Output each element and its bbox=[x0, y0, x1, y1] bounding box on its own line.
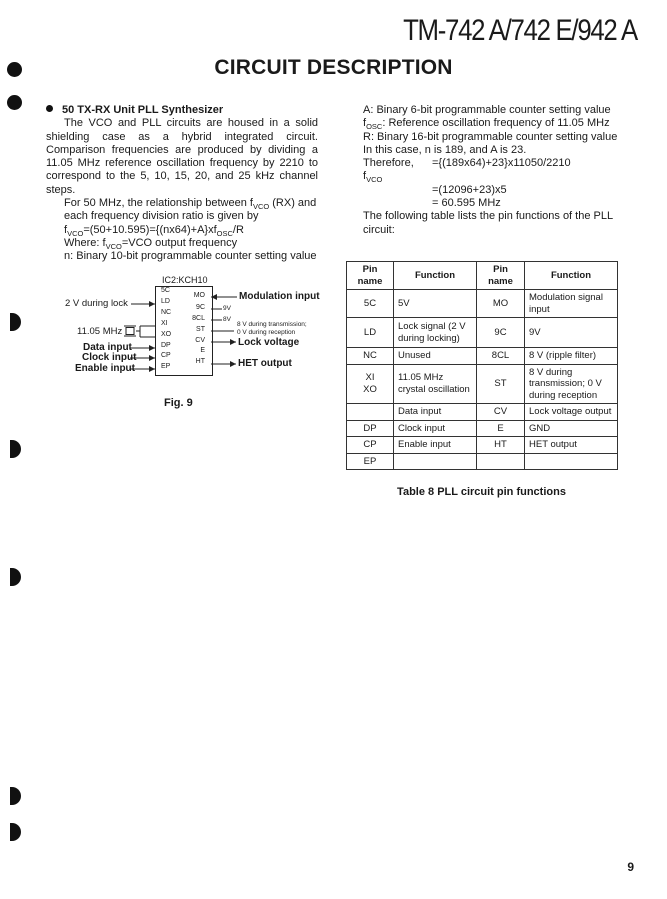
table-cell bbox=[394, 453, 477, 470]
arrow-head-lock bbox=[149, 301, 155, 307]
table-cell: 11.05 MHz crystal oscillation bbox=[394, 364, 477, 404]
table-cell: MO bbox=[477, 290, 525, 318]
paragraph-1: The VCO and PLL circuits are housed in a solid shielding case as a hybrid integrated circuit. Comparison frequencies are produced by dividing a 11.05 MHz reference oscillation frequency by 2210 to correspond to the 5, 10, 15, 20, and 25 kHz channel steps. bbox=[46, 117, 318, 196]
r-definition: R: Binary 16-bit programmable counter setting value bbox=[363, 130, 618, 143]
equation-3: = 60.595 MHz bbox=[432, 197, 501, 210]
table-row bbox=[347, 318, 618, 348]
table-cell: Lock signal (2 V during locking) bbox=[394, 318, 477, 348]
arrow-head-data bbox=[149, 345, 155, 351]
table-cell: LD bbox=[347, 318, 394, 348]
table-cell: 8CL bbox=[477, 348, 525, 365]
ic-pin-label: 5C bbox=[161, 287, 170, 294]
table-cell: Data input bbox=[394, 404, 477, 421]
table-row bbox=[347, 420, 618, 437]
table-cell: NC bbox=[347, 348, 394, 365]
table-intro: The following table lists the pin functions of the PLL circuit: bbox=[363, 210, 613, 236]
table-cell: DP bbox=[347, 420, 394, 437]
table-cell: Clock input bbox=[394, 420, 477, 437]
ic-pin-label: XO bbox=[161, 331, 172, 338]
equation-2: =(12096+23)x5 bbox=[432, 183, 507, 196]
table-row bbox=[347, 453, 618, 470]
table-cell: CV bbox=[477, 404, 525, 421]
table-cell bbox=[525, 453, 618, 470]
table-cell: 8 V (ripple filter) bbox=[525, 348, 618, 365]
ic-pin-label: EP bbox=[161, 363, 171, 370]
arrow-head-enable bbox=[149, 366, 155, 372]
table-cell: 5V bbox=[394, 290, 477, 318]
ic-pin-label: CP bbox=[161, 352, 171, 359]
table-cell: ST bbox=[477, 364, 525, 404]
crystal-symbol bbox=[124, 326, 140, 336]
paragraph-2: For 50 MHz, the relationship between $f_{VCO}$ (RX) and each frequency division ratio is given by bbox=[64, 197, 317, 223]
crystal-label: 11.05 MHz bbox=[77, 326, 123, 337]
table-cell: Modulation signal input bbox=[525, 290, 618, 318]
table-cell: 5C bbox=[347, 290, 394, 318]
table-cell: HT bbox=[477, 437, 525, 454]
header-pin-name: Pin name bbox=[477, 262, 525, 290]
clock-input-label: Clock input bbox=[82, 352, 137, 363]
st-note: 8 V during transmission; 0 V during reception bbox=[237, 321, 307, 336]
table-cell: HET output bbox=[525, 437, 618, 454]
table-cell: 9C bbox=[477, 318, 525, 348]
table-cell-line: XO bbox=[363, 383, 377, 395]
table-caption: Table 8 PLL circuit pin functions bbox=[397, 486, 566, 498]
arrow-head-het bbox=[230, 361, 236, 367]
header-function: Function bbox=[525, 262, 618, 290]
ic-pin-label: 8CL bbox=[192, 315, 205, 322]
het-output-label: HET output bbox=[238, 358, 292, 369]
lock-voltage-label: Lock voltage bbox=[238, 337, 300, 348]
table-cell bbox=[347, 404, 394, 421]
ic-pin-label: LD bbox=[161, 298, 170, 305]
ic-pin-label: DP bbox=[161, 342, 171, 349]
ic-pin-label: NC bbox=[161, 309, 172, 316]
table-cell: 9V bbox=[525, 318, 618, 348]
section-title: CIRCUIT DESCRIPTION bbox=[214, 56, 453, 79]
table-cell bbox=[477, 453, 525, 470]
table-cell: Lock voltage output bbox=[525, 404, 618, 421]
ic-pin-label: HT bbox=[195, 358, 205, 365]
page-number: 9 bbox=[627, 860, 634, 874]
table-cell: 8 V during transmission; 0 V during reception bbox=[525, 364, 618, 404]
subsection-heading: 50 TX-RX Unit PLL Synthesizer bbox=[46, 104, 318, 117]
equation-1: Therefore, $f_{VCO}$ ={(189x64)+23}x11050/2210 bbox=[363, 157, 571, 185]
ic-pin-label: XI bbox=[161, 320, 168, 327]
a-definition: A: Binary 6-bit programmable counter setting value bbox=[363, 104, 611, 116]
header-function: Function bbox=[394, 262, 477, 290]
pin-function-table bbox=[346, 261, 618, 470]
where-definition: Where: $f_{VCO}=VCO$ output frequency bbox=[64, 236, 238, 252]
frequency-formula: $f_{VCO}=(50+10.595)=\{(nx64)+A\}xf_{OSC}/R$ bbox=[64, 223, 244, 238]
case-text: In this case, n is 189, and A is 23. bbox=[363, 143, 527, 156]
ic-pin-label: CV bbox=[195, 337, 205, 344]
arrow-head-lock-voltage bbox=[230, 339, 236, 345]
table-row bbox=[347, 364, 618, 404]
modulation-input-label: Modulation input bbox=[239, 291, 320, 302]
table-cell bbox=[347, 364, 394, 404]
enable-input-label: Enable input bbox=[75, 363, 135, 374]
table-body bbox=[347, 290, 618, 470]
ic-pin-label: ST bbox=[196, 326, 205, 333]
fosc-definition: $f_{OSC}$: Reference oscillation frequency of 11.05 MHz bbox=[363, 117, 610, 132]
ic-pin-label: MO bbox=[193, 292, 205, 299]
table-cell: GND bbox=[525, 420, 618, 437]
header-pin-name: Pin name bbox=[347, 262, 394, 290]
model-header: TM-742 A/742 E/942 A bbox=[403, 14, 637, 47]
ic-pin-label: E bbox=[200, 347, 205, 354]
arrow-head-clock bbox=[149, 355, 155, 361]
table-cell: E bbox=[477, 420, 525, 437]
table-cell: Unused bbox=[394, 348, 477, 365]
arrow-head-modulation bbox=[211, 294, 217, 300]
ic-pin-label: 9C bbox=[196, 304, 205, 311]
table-row bbox=[347, 437, 618, 454]
table-cell: EP bbox=[347, 453, 394, 470]
table-row bbox=[347, 404, 618, 421]
n-definition: n: Binary 10-bit programmable counter setting value bbox=[64, 250, 317, 263]
table-row bbox=[347, 290, 618, 318]
nine-volt-label: 9V bbox=[223, 305, 231, 312]
data-input-label: Data input bbox=[83, 342, 132, 353]
figure-caption: Fig. 9 bbox=[164, 397, 193, 409]
table-cell-line: XI bbox=[365, 372, 375, 384]
lock-label: 2 V during lock bbox=[65, 298, 128, 309]
ic-label: IC2:KCH10 bbox=[162, 275, 208, 285]
table-cell: Enable input bbox=[394, 437, 477, 454]
table-header-row bbox=[347, 262, 618, 290]
eight-volt-label: 8V bbox=[223, 316, 231, 323]
table-row bbox=[347, 348, 618, 365]
table-cell: CP bbox=[347, 437, 394, 454]
